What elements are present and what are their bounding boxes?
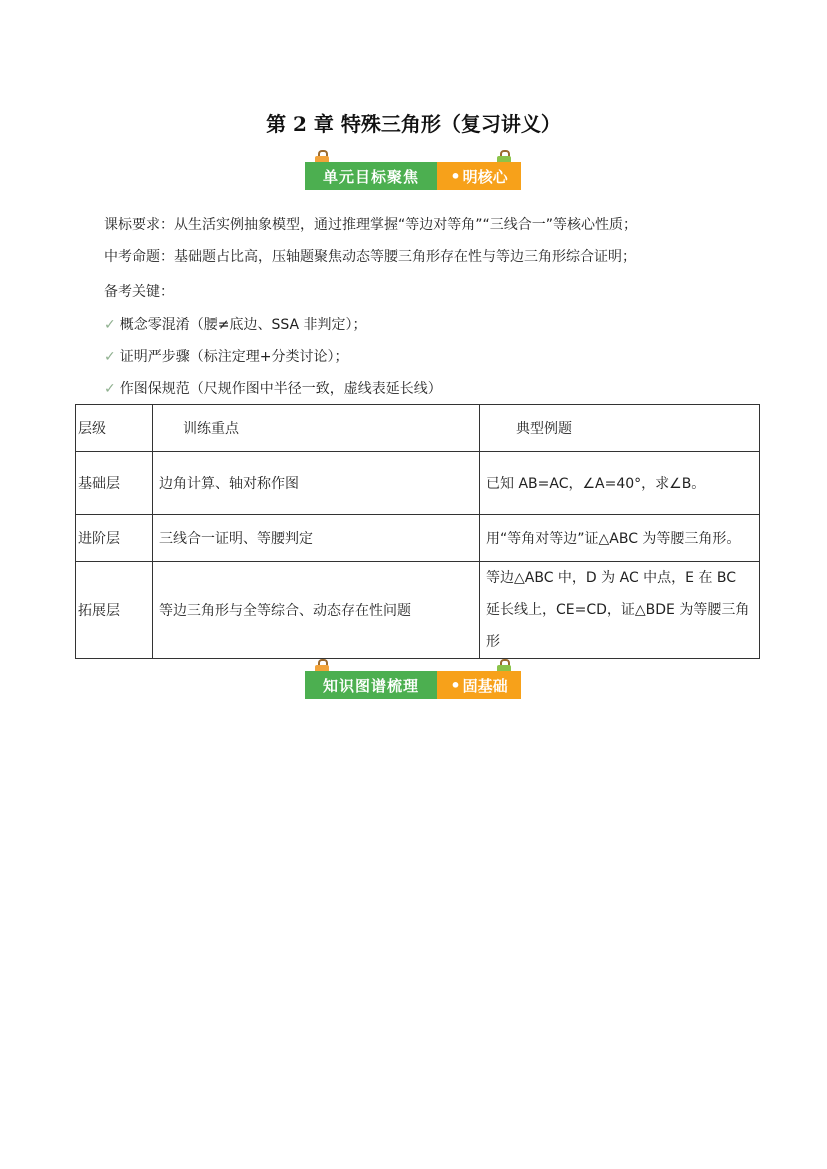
table-cell-focus: 边角计算、轴对称作图: [153, 452, 480, 515]
prep-key-label: 备考关键：: [104, 284, 174, 300]
table-cell-example: 等边△ABC 中，D 为 AC 中点，E 在 BC 延长线上，CE=CD，证△BDE 为等腰三角形: [480, 562, 760, 659]
table-cell-example: 用“等角对等边”证△ABC 为等腰三角形。: [480, 515, 760, 562]
table-cell-focus: 等边三角形与全等综合、动态存在性问题: [153, 562, 480, 659]
table-row: [76, 562, 760, 659]
table-cell-example: 已知 AB=AC，∠A=40°，求∠B。: [480, 452, 760, 515]
checklist-text: 证明严步骤（标注定理+分类讨论）；: [119, 349, 349, 365]
checklist-text: 作图保规范（尺规作图中半径一致，虚线表延长线）: [119, 381, 442, 397]
check-icon: ✓: [104, 381, 116, 397]
table-cell-level: 基础层: [76, 452, 153, 515]
table-cell-level: 拓展层: [76, 562, 153, 659]
page-title: 第 2 章 特殊三角形（复习讲义）: [266, 112, 561, 136]
table-cell-focus: 三线合一证明、等腰判定: [153, 515, 480, 562]
section-banner-knowledge: [305, 659, 521, 699]
exam-proposition: 中考命题：基础题占比高，压轴题聚焦动态等腰三角形存在性与等边三角形综合证明；: [104, 249, 636, 265]
table-cell-level: 进阶层: [76, 515, 153, 562]
section-banner-goals: [305, 150, 521, 190]
checklist-text: 概念零混淆（腰≠底边、SSA 非判定）；: [119, 317, 367, 333]
training-table: [75, 404, 760, 659]
checklist-item: [104, 346, 348, 366]
banner-tag: • 固基础: [437, 671, 521, 699]
banner-tag: • 明核心: [437, 162, 521, 190]
table-header-row: [76, 405, 760, 452]
banner-tag-label: 固基础: [462, 676, 508, 695]
check-icon: ✓: [104, 349, 116, 365]
banner-main-label: 知识图谱梳理: [305, 671, 437, 699]
table-row: [76, 452, 760, 515]
table-row: [76, 515, 760, 562]
table-header: 层级: [76, 405, 153, 452]
checklist-item: [104, 378, 442, 398]
banner-main-label: 单元目标聚焦: [305, 162, 437, 190]
checklist-item: [104, 314, 367, 334]
table-header: 典型例题: [480, 405, 760, 452]
table-header: 训练重点: [153, 405, 480, 452]
check-icon: ✓: [104, 317, 116, 333]
curriculum-requirement: 课标要求：从生活实例抽象模型，通过推理掌握“等边对等角”“三线合一”等核心性质；: [104, 217, 638, 233]
banner-tag-label: 明核心: [462, 167, 508, 186]
